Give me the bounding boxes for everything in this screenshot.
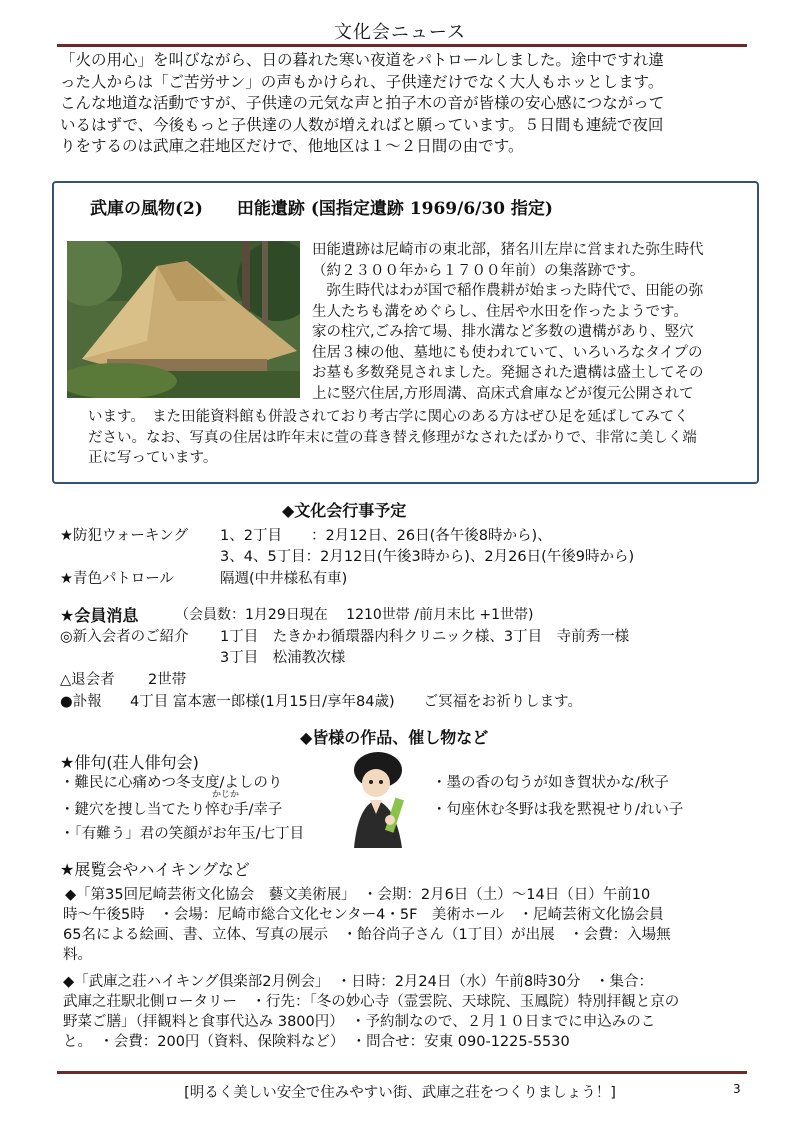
new-members-1: 1丁目 たきかわ循環器内科クリニック様、3丁目 寺前秀一様 (220, 629, 630, 645)
footer-slogan: [明るく美しい安全で住みやすい街、武庫之荘をつくりましょう！] (184, 1085, 616, 1101)
feature-line: （約２３００年から１７００年前）の集落跡です。 (312, 262, 645, 279)
feature-text-wide (88, 407, 742, 469)
exhibit-line: ◆「武庫之荘ハイキング倶楽部2月例会」 ・日時：2月24日（水）午前8時30分 ・集合： (63, 974, 654, 990)
feature-line: 生人たちも溝をめぐらし、住居や水田を作ったようです。 (312, 303, 688, 320)
exhibit-line: 料。 (63, 947, 92, 963)
feature-line: 田能遺跡は尼崎市の東北部，猪名川左岸に営まれた弥生時代 (312, 242, 704, 258)
footer-rule (57, 1071, 747, 1074)
poet-illustration (340, 748, 420, 848)
left-members-value: 2世帯 (148, 672, 187, 688)
exhibit-entry-2 (63, 972, 747, 1052)
intro-line: いるはずで、今後もっと子供達の人数が増えればと願っています。５日間も連続で夜回 (60, 115, 664, 134)
intro-line: りをするのは武庫之荘地区だけで、他地区は１～２日間の由です。 (60, 137, 524, 155)
thatched-house-photo (67, 241, 300, 398)
haiku-item: ・「有難う」君の笑顔がお年玉/七丁目 (60, 826, 305, 842)
feature-text-side (312, 240, 742, 404)
feature-line: 上に竪穴住居,方形周溝、高床式倉庫などが復元公開されて (312, 385, 694, 402)
intro-paragraph (60, 50, 750, 158)
feature-line: 弥生時代はわが国で稲作農耕が始まった時代で、田能の弥 (312, 283, 704, 299)
page-number: 3 (733, 1082, 741, 1096)
left-members-label: △退会者 (60, 672, 115, 688)
exhibit-line: 時～午後5時 ・会場：尼崎市総合文化センター4・5F 美術ホール ・尼崎芸術文化協会員 (63, 907, 664, 923)
events-heading: ◆文化会行事予定 (282, 501, 407, 520)
feature-line: お墓も多数発見されました。発掘された遺構は盛土してその (312, 365, 704, 381)
feature-heading: 武庫の風物(2) 田能遺跡 (国指定遺跡 1969/6/30 指定) (90, 199, 553, 219)
feature-line: います。 また田能資料館も併設されており考古学に関心のある方はぜひ足を延ばしてみてく (88, 409, 689, 425)
haiku-item: ・墨の香の匂うが如き賀状かな/秋子 (432, 775, 669, 791)
new-members-2: 3丁目 松浦教次様 (220, 650, 346, 666)
exhibit-line: ◆「第35回尼崎芸術文化協会 藝文美術展」 ・会期：2月6日（土）～14日（日）午前10 (65, 887, 651, 903)
page-title: 文化会ニュース (333, 22, 467, 43)
header-rule (57, 44, 747, 47)
feature-line: 正に写っています。 (88, 450, 218, 466)
haiku-heading: ★俳句(荘人俳句会) (60, 753, 199, 772)
haiku-ruby: かじか (212, 790, 240, 800)
patrol-walk-schedule-1: 1、2丁目 ：2月12日、26日(各午後8時から)、 (220, 528, 552, 544)
intro-line: こんな地道な活動ですが、子供達の元気な声と拍子木の音が皆様の安心感につながって (60, 94, 665, 112)
haiku-item: ・句座休む冬野は我を黙視せり/れい子 (432, 802, 684, 818)
patrol-walk-label: ★防犯ウォーキング (60, 528, 188, 544)
feature-line: 住居３棟の他、墓地にも使われていて、いろいろなタイプの (312, 344, 703, 361)
feature-line: ださい。なお、写真の住居は昨年末に萱の葺き替え修理がなされたばかりで、非常に美しく端 (88, 429, 697, 446)
exhibit-line: 野菜ご膳」（拝観料と食事代込み 3800円） ・予約制なので、２月１０日までに申込みのこ (63, 1014, 656, 1030)
blue-patrol-label: ★青色パトロール (60, 571, 174, 587)
obituary-value: 4丁目 富本憲一郎様(1月15日/享年84歳) ご冥福をお祈りします。 (130, 694, 582, 710)
obituary-label: ●訃報 (60, 694, 102, 710)
feature-line: 家の柱穴,ごみ捨て場、排水溝など多数の遺構があり、竪穴 (312, 324, 694, 340)
new-members-label: ◎新入会者のご紹介 (60, 629, 189, 645)
exhibit-entry-1 (63, 885, 747, 965)
exhibit-line: と。 ・会費：200円（資料、保険料など） ・問合せ：安東 090-1225-5530 (63, 1034, 570, 1050)
exhibit-line: 武庫之荘駅北側ロータリー ・行先：「冬の妙心寺（霊雲院、天球院、玉鳳院）特別拝観と京の (63, 994, 680, 1010)
intro-line: 「火の用心」を叫びながら、日の暮れた寒い夜道をパトロールしました。途中ですれ違 (60, 51, 664, 69)
haiku-item: ・難民に心痛めつ冬支度/よしのり (60, 775, 283, 791)
works-heading: ◆皆様の作品、催し物など (300, 728, 489, 747)
members-heading: ★会員消息 (60, 606, 139, 625)
patrol-walk-schedule-2: 3、4、5丁目：2月12日(午後3時から)、2月26日(午後9時から) (220, 549, 635, 565)
members-stats: （会員数：1月29日現在 1210世帯 /前月末比 +1世帯) (175, 607, 534, 623)
haiku-item: ・鍵穴を捜し当てたり悴む手/幸子 (60, 802, 283, 818)
blue-patrol-value: 隔週(中井様私有車) (220, 571, 348, 587)
exhibit-line: 65名による絵画、書、立体、写真の展示 ・飴谷尚子さん（1丁目）が出展 ・会費：入場無 (63, 927, 671, 943)
exhibit-heading: ★展覧会やハイキングなど (60, 860, 250, 879)
intro-line: った人からは「ご苦労サン」の声もかけられ、子供達だけでなく大人もホッとします。 (60, 72, 664, 91)
